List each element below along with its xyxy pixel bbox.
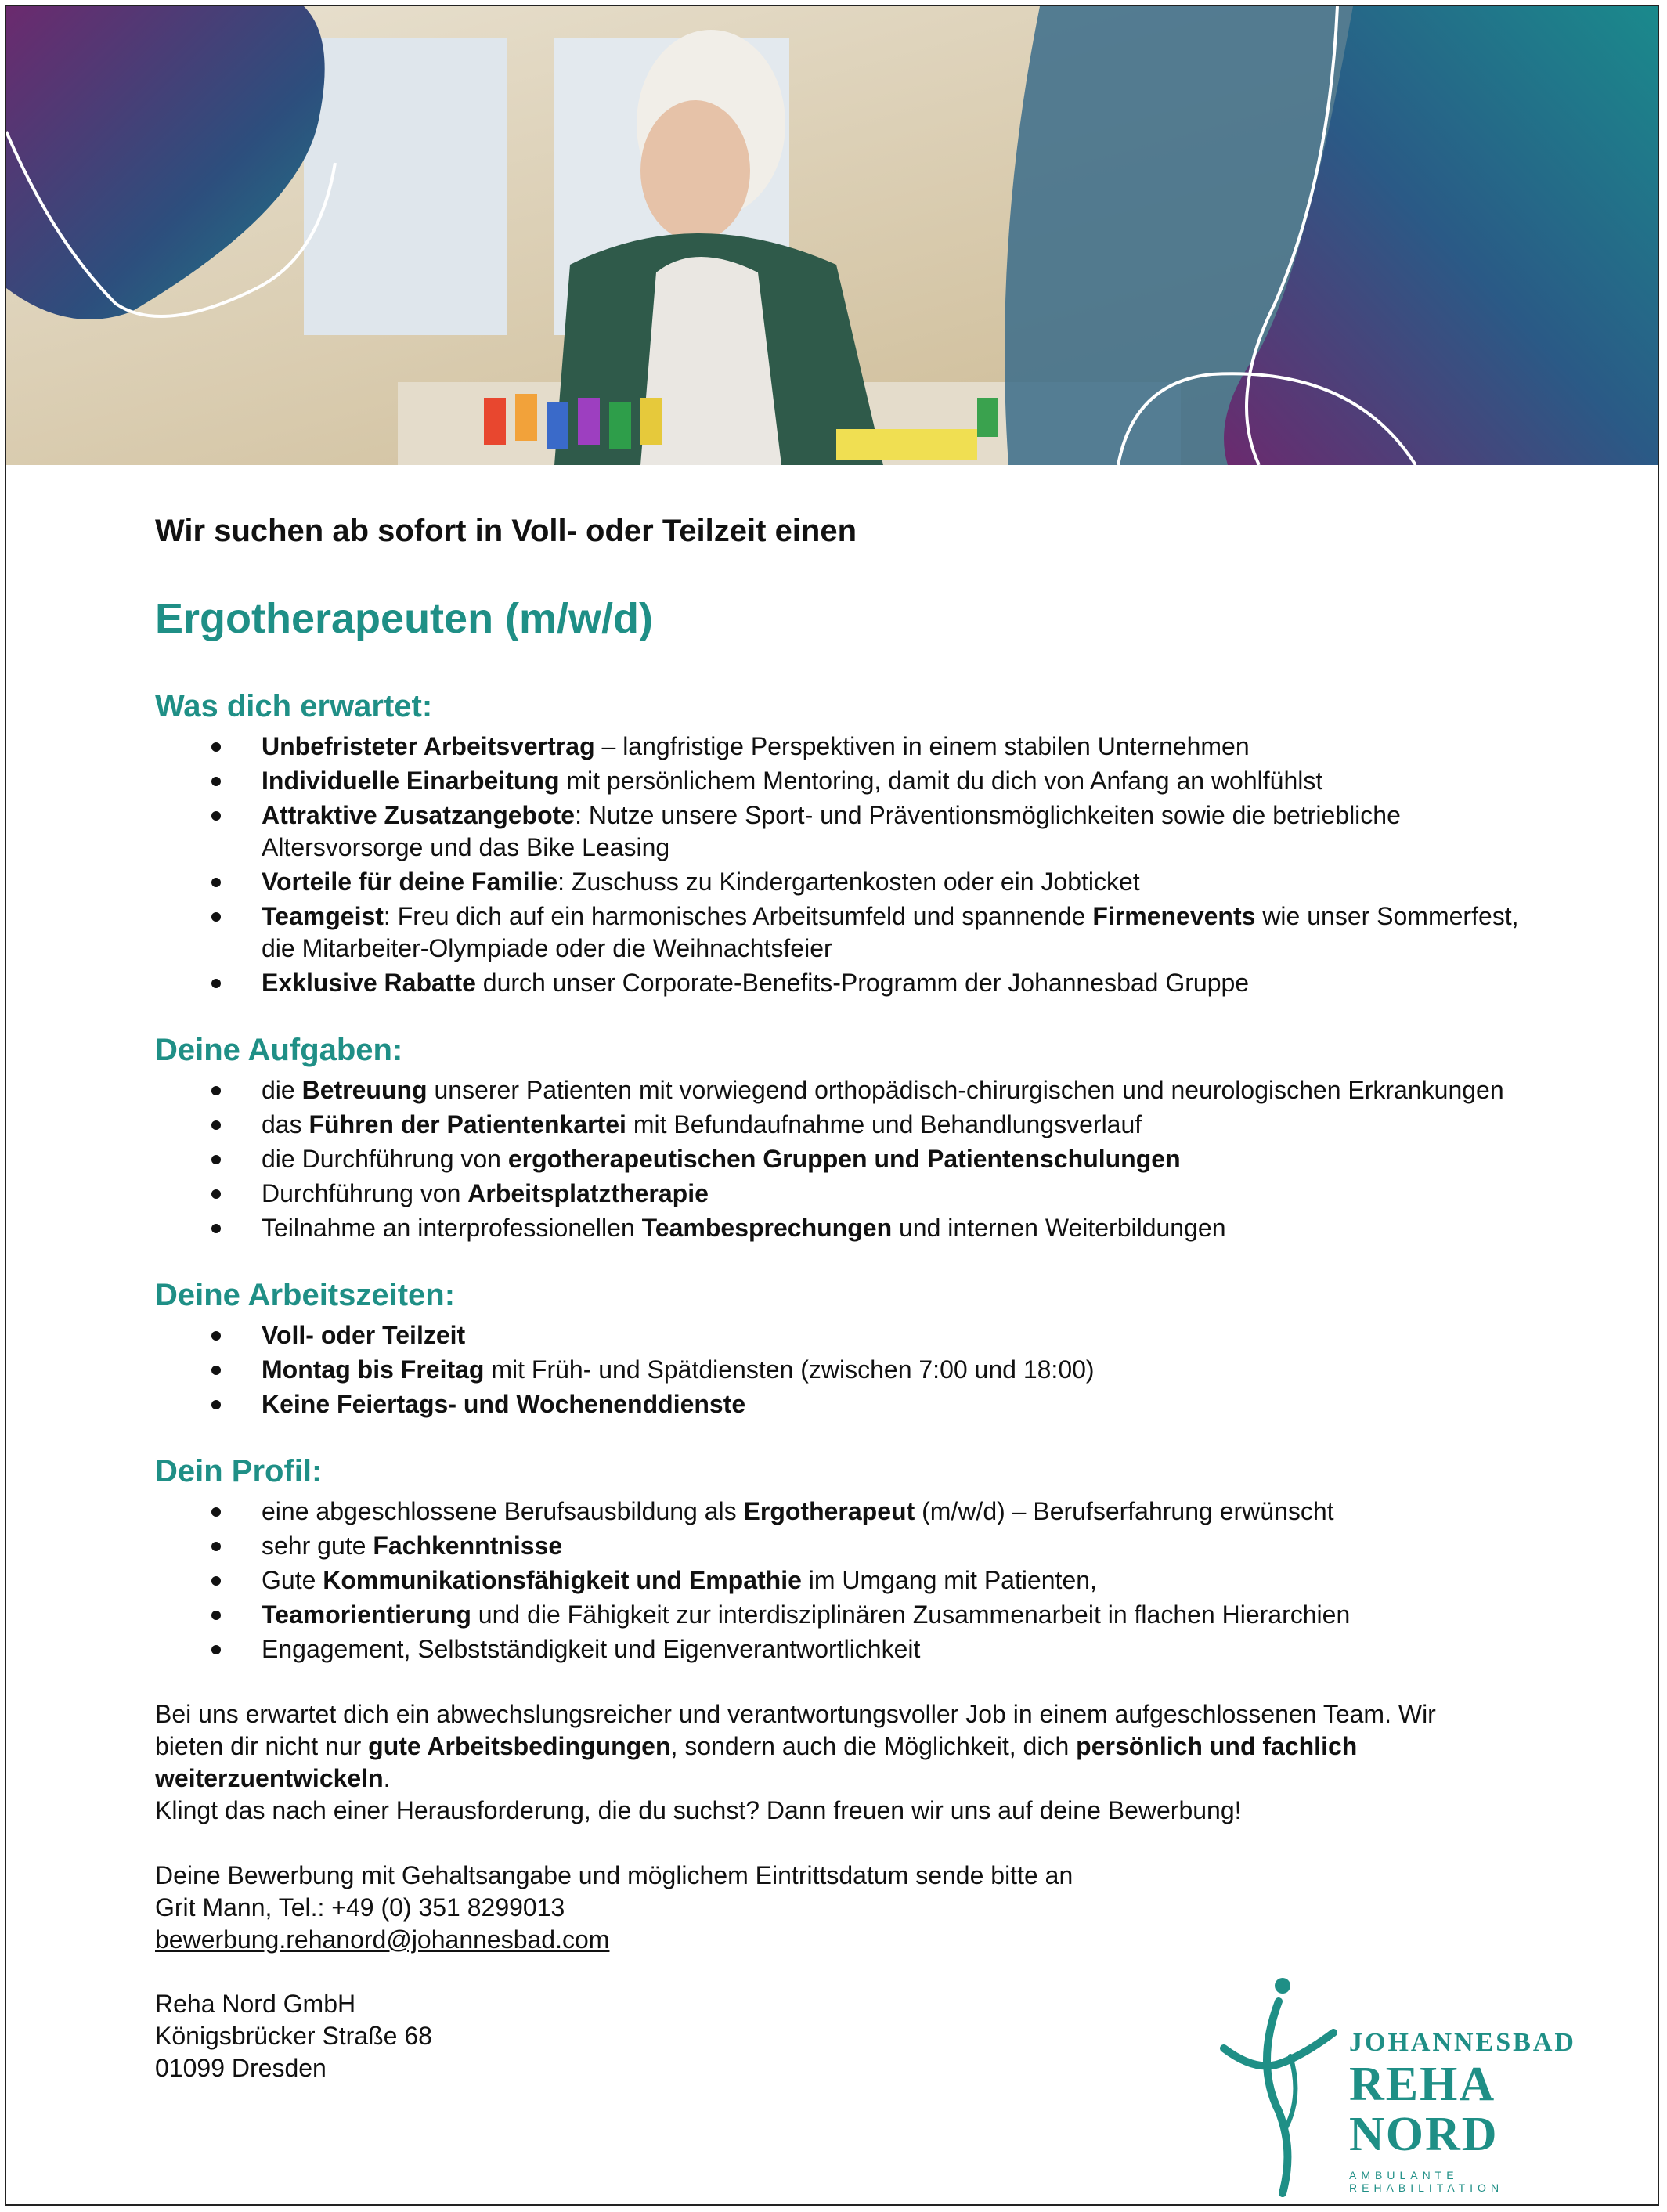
text: wie unser Sommerfest, die Mitarbeiter-Olympiade oder die Weihnachtsfeier bbox=[262, 902, 1519, 962]
text: im Umgang mit Patienten, bbox=[801, 1566, 1097, 1594]
bullet-list bbox=[155, 1319, 1533, 1420]
closing-paragraph bbox=[155, 1795, 1486, 1827]
list-item bbox=[155, 1319, 1530, 1351]
text: : Freu dich auf ein harmonisches Arbeitsumfeld und spannende bbox=[383, 902, 1093, 930]
section-tasks bbox=[155, 1032, 1533, 1244]
company-logo bbox=[1208, 1970, 1615, 2197]
list-item bbox=[155, 1564, 1530, 1597]
bold-text: Kommunikationsfähigkeit und Empathie bbox=[323, 1566, 802, 1594]
text: . bbox=[383, 1764, 391, 1792]
list-item bbox=[155, 967, 1530, 999]
section-heading: Deine Aufgaben: bbox=[155, 1033, 403, 1067]
bold-text: Attraktive Zusatzangebote bbox=[262, 801, 576, 829]
logo-line-2: REHA NORD bbox=[1349, 2058, 1499, 2161]
bold-text: Teambesprechungen bbox=[641, 1214, 893, 1242]
list-item bbox=[155, 731, 1530, 763]
list-item bbox=[155, 1633, 1530, 1665]
section-heading: Was dich erwartet: bbox=[155, 689, 433, 724]
text: das bbox=[262, 1110, 309, 1138]
logo-line-3: AMBULANTE REHABILITATION bbox=[1349, 2169, 1504, 2194]
bold-text: Individuelle Einarbeitung bbox=[262, 767, 560, 795]
list-item bbox=[155, 1354, 1530, 1386]
text: : Zuschuss zu Kindergartenkosten oder ein Jobticket bbox=[557, 868, 1140, 896]
text: mit Befundaufnahme und Behandlungsverlauf bbox=[626, 1110, 1142, 1138]
contact-instruction: Deine Bewerbung mit Gehaltsangabe und möglichem Eintrittsdatum sende bitte an bbox=[155, 1861, 1073, 1889]
section-heading: Deine Arbeitszeiten: bbox=[155, 1278, 456, 1312]
list-item bbox=[155, 1109, 1530, 1141]
text: sehr gute bbox=[262, 1532, 373, 1560]
list-item bbox=[155, 866, 1530, 898]
hero-photo bbox=[6, 6, 1659, 465]
text: die bbox=[262, 1076, 302, 1104]
bold-text: Ergotherapeut bbox=[743, 1497, 915, 1525]
bold-text: Betreuung bbox=[301, 1076, 428, 1104]
logo-line-1: JOHANNESBAD bbox=[1349, 2028, 1576, 2057]
intro-line: Wir suchen ab sofort in Voll- oder Teilzeit einen bbox=[155, 514, 857, 548]
bold-text: Firmenevents bbox=[1092, 902, 1256, 930]
email-link[interactable]: bewerbung.rehanord@johannesbad.com bbox=[155, 1925, 610, 1954]
text: und die Fähigkeit zur interdisziplinären Zusammenarbeit in flachen Hierarchien bbox=[471, 1600, 1351, 1629]
company-name: Reha Nord GmbH bbox=[155, 1990, 356, 2018]
content bbox=[155, 514, 1533, 2084]
text: und internen Weiterbildungen bbox=[892, 1214, 1226, 1242]
section-profile bbox=[155, 1453, 1533, 1665]
list-item bbox=[155, 1212, 1530, 1244]
text: mit Früh- und Spätdiensten (zwischen 7:00 und 18:00) bbox=[484, 1355, 1095, 1384]
text: Klingt das nach einer Herausforderung, die du suchst? Dann freuen wir uns auf deine Bewerbung! bbox=[155, 1796, 1242, 1824]
text: eine abgeschlossene Berufsausbildung als bbox=[262, 1497, 744, 1525]
bold-text: Keine Feiertags- und Wochenenddienste bbox=[262, 1390, 746, 1418]
bold-text: Voll- oder Teilzeit bbox=[262, 1321, 466, 1349]
section-hours bbox=[155, 1277, 1533, 1420]
text: (m/w/d) – Berufserfahrung erwünscht bbox=[915, 1497, 1334, 1525]
list-item bbox=[155, 765, 1530, 797]
bold-text: Fachkenntnisse bbox=[373, 1532, 563, 1560]
text: Gute bbox=[262, 1566, 323, 1594]
contact-block bbox=[155, 1860, 1533, 1956]
list-item bbox=[155, 1530, 1530, 1562]
bold-text: Montag bis Freitag bbox=[262, 1355, 485, 1384]
text: Engagement, Selbstständigkeit und Eigenverantwortlichkeit bbox=[262, 1635, 921, 1663]
section-heading: Dein Profil: bbox=[155, 1454, 323, 1488]
list-item bbox=[155, 1143, 1530, 1175]
list-item bbox=[155, 1388, 1530, 1420]
list-item bbox=[155, 799, 1530, 864]
closing-paragraph bbox=[155, 1698, 1486, 1795]
text: Durchführung von bbox=[262, 1179, 468, 1207]
closing-text bbox=[155, 1698, 1486, 1827]
bold-text: Unbefristeter Arbeitsvertrag bbox=[262, 732, 595, 760]
street: Königsbrücker Straße 68 bbox=[155, 2022, 432, 2050]
list-item bbox=[155, 1496, 1530, 1528]
section-benefits bbox=[155, 688, 1533, 999]
text: Teilnahme an interprofessionellen bbox=[262, 1214, 642, 1242]
list-item bbox=[155, 1074, 1530, 1106]
text: , sondern auch die Möglichkeit, dich bbox=[670, 1732, 1077, 1760]
bullet-list bbox=[155, 1074, 1533, 1244]
text: – langfristige Perspektiven in einem stabilen Unternehmen bbox=[594, 732, 1250, 760]
bold-text: Arbeitsplatztherapie bbox=[467, 1179, 709, 1207]
bold-text: Führen der Patientenkartei bbox=[309, 1110, 626, 1138]
text: mit persönlichem Mentoring, damit du dich von Anfang an wohlfühlst bbox=[559, 767, 1323, 795]
list-item bbox=[155, 1178, 1530, 1210]
bullet-list bbox=[155, 1496, 1533, 1665]
job-title: Ergotherapeuten (m/w/d) bbox=[155, 595, 654, 642]
text: : Nutze unsere Sport- und Präventionsmöglichkeiten sowie die betriebliche Altersvorsorge und das Bike Leasing bbox=[262, 801, 1401, 861]
text: durch unser Corporate-Benefits-Programm der Johannesbad Gruppe bbox=[475, 969, 1250, 997]
bold-text: ergotherapeutischen Gruppen und Patientenschulungen bbox=[507, 1145, 1181, 1173]
list-item bbox=[155, 1599, 1530, 1631]
job-posting bbox=[5, 5, 1659, 2206]
text: Bei uns erwartet dich ein abwechslungsreicher und verantwortungsvoller Job in einem aufgeschlossenen Team. Wir bieten dir nicht nur bbox=[155, 1700, 1436, 1760]
bullet-list bbox=[155, 731, 1533, 999]
figure-icon bbox=[1208, 1970, 1349, 2197]
bold-text: Teamgeist bbox=[262, 902, 384, 930]
city: 01099 Dresden bbox=[155, 2054, 327, 2082]
hero-illustration bbox=[6, 6, 1659, 465]
list-item bbox=[155, 900, 1530, 965]
contact-person: Grit Mann, Tel.: +49 (0) 351 8299013 bbox=[155, 1893, 565, 1922]
text: die Durchführung von bbox=[262, 1145, 508, 1173]
bold-text: persönlich und fachlich weiterzuentwickeln bbox=[155, 1732, 1358, 1792]
text: unserer Patienten mit vorwiegend orthopädisch-chirurgischen und neurologischen Erkrankungen bbox=[427, 1076, 1504, 1104]
bold-text: gute Arbeitsbedingungen bbox=[368, 1732, 671, 1760]
bold-text: Exklusive Rabatte bbox=[262, 969, 476, 997]
bold-text: Teamorientierung bbox=[262, 1600, 471, 1629]
bold-text: Vorteile für deine Familie bbox=[262, 868, 558, 896]
